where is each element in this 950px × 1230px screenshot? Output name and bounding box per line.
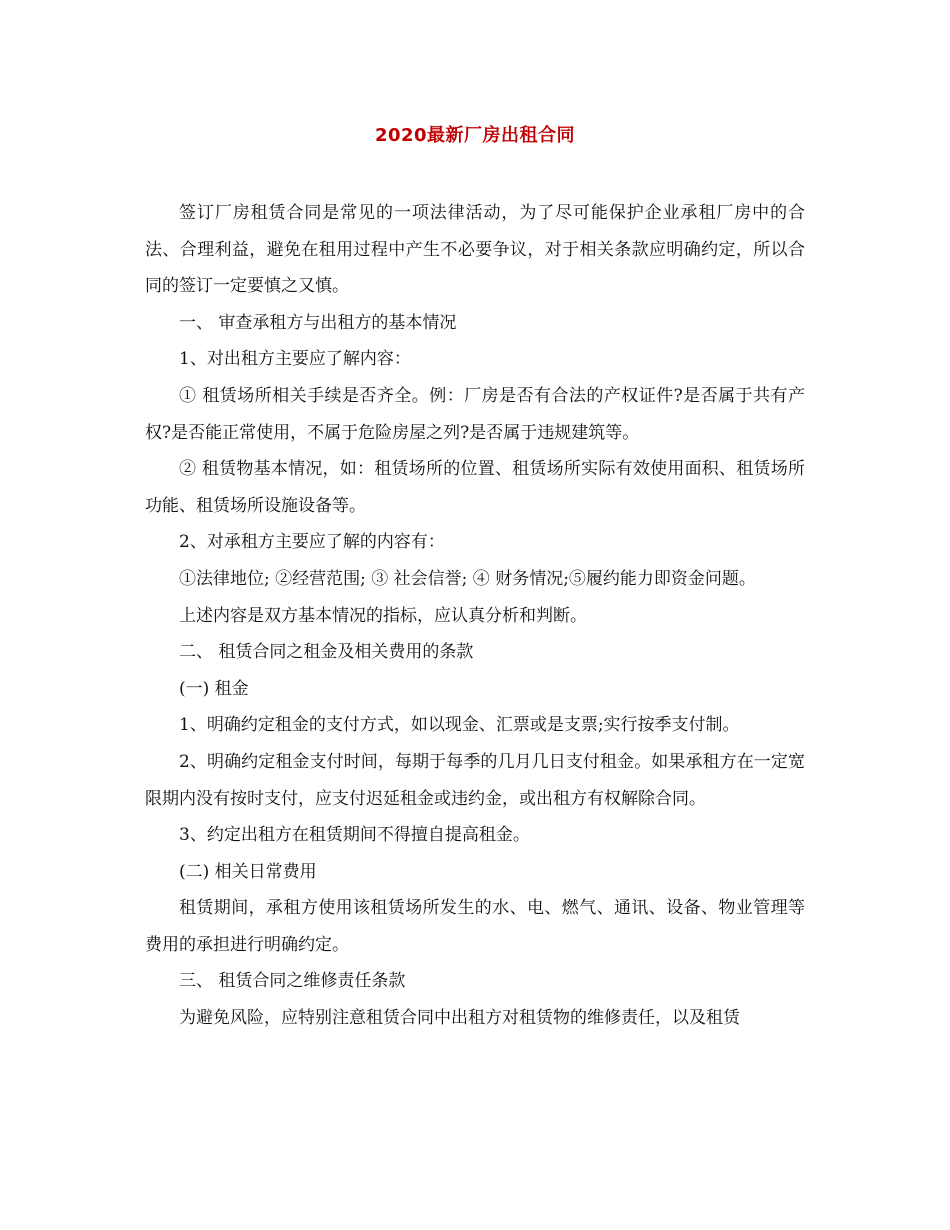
- paragraph: 1、对出租方主要应了解内容：: [179, 349, 411, 370]
- section-heading-2: 二、 租赁合同之租金及相关费用的条款: [179, 642, 474, 663]
- paragraph: 2、对承租方主要应了解的内容有：: [179, 532, 445, 553]
- paragraph-intro: 签订厂房租赁合同是常见的一项法律活动，为了尽可能保护企业承租厂房中的合法、合理利益，避免在租用过程中产生不必要争议，对于相关条款应明确约定，所以合同的签订一定要慎之又慎。: [145, 203, 805, 297]
- paragraph: 租赁期间，承租方使用该租赁场所发生的水、电、燃气、通讯、设备、物业管理等费用的承担进行明确约定。: [145, 898, 805, 955]
- document-title: 2020最新厂房出租合同: [374, 125, 576, 146]
- paragraph: 为避免风险，应特别注意租赁合同中出租方对租赁物的维修责任，以及租赁: [179, 1008, 740, 1029]
- paragraph: 3、约定出租方在租赁期间不得擅自提高租金。: [179, 825, 530, 846]
- paragraph: 2、明确约定租金支付时间，每期于每季的几月几日支付租金。如果承租方在一定宽限期内没有按时支付，应支付迟延租金或违约金，或出租方有权解除合同。: [145, 751, 805, 809]
- subsection-heading: (一) 租金: [179, 678, 249, 699]
- paragraph: 上述内容是双方基本情况的指标，应认真分析和判断。: [179, 605, 587, 626]
- section-heading-3: 三、 租赁合同之维修责任条款: [179, 971, 406, 992]
- paragraph: ② 租赁物基本情况，如：租赁场所的位置、租赁场所实际有效使用面积、租赁场所功能、租赁场所设施设备等。: [145, 459, 805, 516]
- subsection-heading: (二) 相关日常费用: [179, 861, 317, 882]
- document-body: [145, 195, 805, 1037]
- paragraph: ① 租赁场所相关手续是否齐全。例：厂房是否有合法的产权证件?是否属于共有产权?是否能正常使用，不属于危险房屋之列?是否属于违规建筑等。: [145, 385, 805, 443]
- paragraph: ①法律地位; ②经营范围; ③ 社会信誉; ④ 财务情况;⑤履约能力即资金问题。: [179, 568, 756, 589]
- paragraph: 1、明确约定租金的支付方式，如以现金、汇票或是支票;实行按季支付制。: [179, 715, 740, 736]
- section-heading-1: 一、 审查承租方与出租方的基本情况: [179, 312, 457, 333]
